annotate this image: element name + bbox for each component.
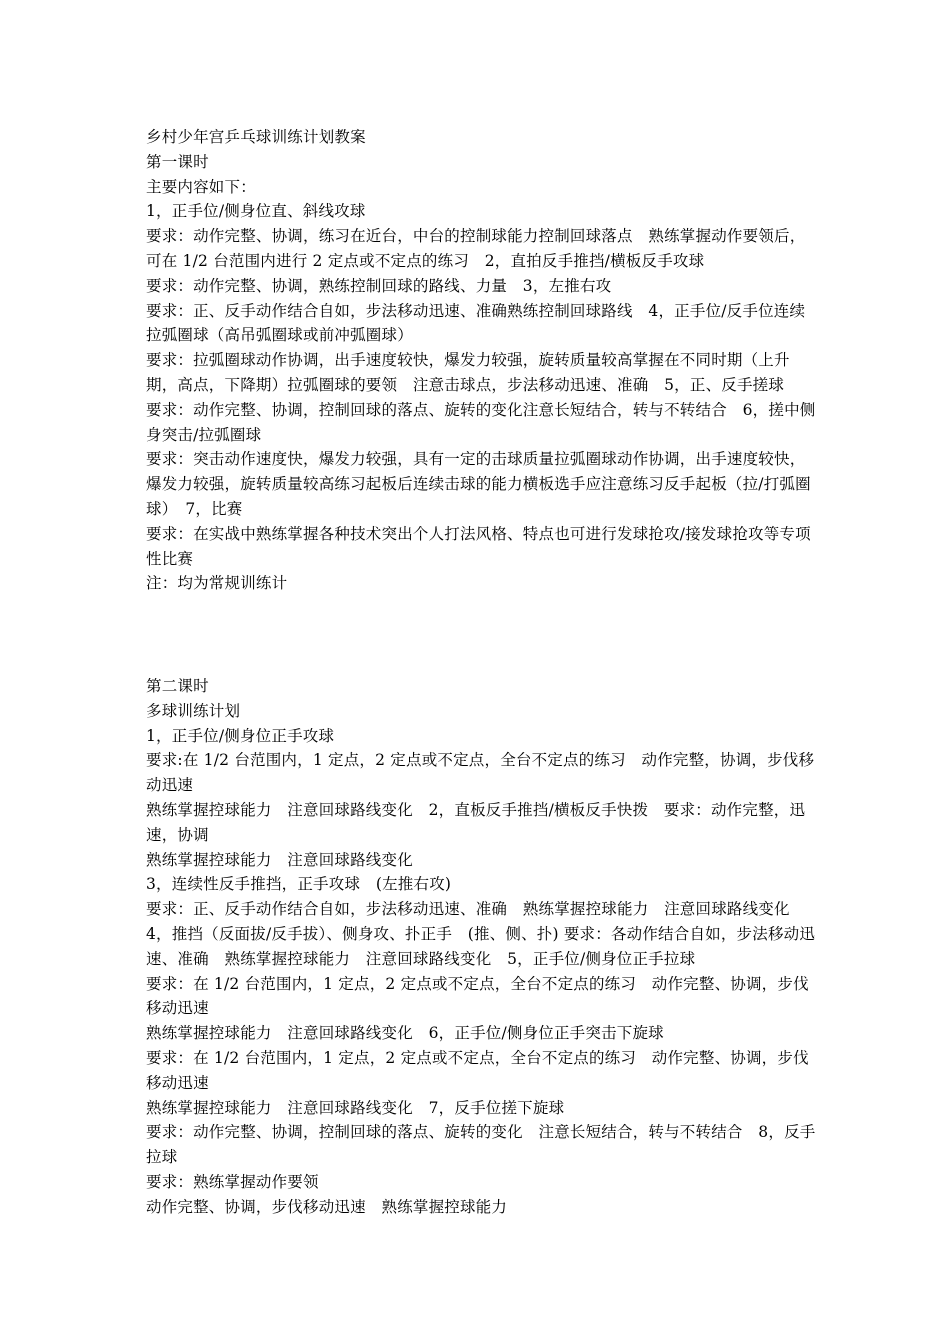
paragraph: 熟练掌握控球能力 注意回球路线变化 [146, 850, 413, 869]
paragraph: 要求：在 1/2 台范围内，1 定点，2 定点或不定点，全台不定点的练习 动作完整、协调，步伐移动迅速 [146, 974, 809, 1018]
paragraph: 要求：在 1/2 台范围内，1 定点，2 定点或不定点，全台不定点的练习 动作完整、协调，步伐移动迅速 [146, 1048, 809, 1092]
lesson-one-section [146, 125, 816, 596]
document-title: 乡村少年宫乒乓球训练计划教案 [146, 128, 366, 146]
paragraph: 要求：在实战中熟练掌握各种技术突出个人打法风格、特点也可进行发球抢攻/接发球抢攻等专项性比赛 [146, 524, 811, 568]
intro-text: 主要内容如下： [146, 177, 256, 196]
paragraph: 4，推挡（反面拔/反手拔）、侧身攻、扑正手 (推、侧、扑) 要求：各动作结合自如，步法移动迅速、准确 熟练掌握控球能力 注意回球路线变化 5，正手位/侧身位正手拉球 [146, 924, 816, 968]
paragraph: 要求：突击动作速度快，爆发力较强，具有一定的击球质量拉弧圈球动作协调，出手速度较快，爆发力较强，旋转质量较高练习起板后连续击球的能力横板选手应注意练习反手起板（拉/打弧圈球） 7，比赛 [146, 450, 811, 518]
paragraph: 要求：正、反手动作结合自如，步法移动迅速、准确熟练控制回球路线 4，正手位/反手位连续拉弧圈球（高吊弧圈球或前冲弧圈球） [146, 301, 806, 345]
paragraph: 要求:在 1/2 台范围内，1 定点，2 定点或不定点，全台不定点的练习 动作完整，协调，步伐移动迅速 [146, 751, 815, 795]
note-text: 注：均为常规训练计 [146, 574, 288, 593]
paragraph: 要求：动作完整、协调，练习在近台，中台的控制球能力控制回球落点 熟练掌握动作要领后，可在 1/2 台范围内进行 2 定点或不定点的练习 2，直拍反手推挡/横板反手攻球 [146, 227, 806, 270]
section-subtitle: 多球训练计划 [146, 701, 241, 720]
paragraph: 要求：拉弧圈球动作协调，出手速度较快，爆发力较强，旋转质量较高掌握在不同时期（上升期，高点，下降期）拉弧圈球的要领 注意击球点，步法移动迅速、准确 5，正、反手搓球 [146, 351, 790, 394]
paragraph: 1，正手位/侧身位正手攻球 [146, 726, 335, 745]
lesson-two-section [146, 674, 816, 1220]
paragraph: 要求：动作完整、协调，控制回球的落点、旋转的变化 注意长短结合，转与不转结合 8，反手拉球 [146, 1123, 816, 1167]
paragraph: 要求：动作完整、协调，熟练控制回球的路线、力量 3，左推右攻 [146, 276, 612, 295]
paragraph: 动作完整、协调，步伐移动迅速 熟练掌握控球能力 [146, 1197, 508, 1216]
paragraph: 熟练掌握控球能力 注意回球路线变化 7，反手位搓下旋球 [146, 1098, 565, 1117]
lesson-heading: 第一课时 [146, 152, 209, 171]
lesson-heading: 第二课时 [146, 677, 209, 695]
paragraph: 熟练掌握控球能力 注意回球路线变化 6，正手位/侧身位正手突击下旋球 [146, 1024, 664, 1043]
paragraph: 要求：动作完整、协调，控制回球的落点、旋转的变化注意长短结合，转与不转结合 6，搓中侧身突击/拉弧圈球 [146, 400, 816, 444]
paragraph: 1，正手位/侧身位直、斜线攻球 [146, 202, 366, 221]
paragraph: 要求：正、反手动作结合自如，步法移动迅速、准确 熟练掌握控球能力 注意回球路线变化 [146, 900, 790, 919]
paragraph: 要求：熟练掌握动作要领 [146, 1172, 319, 1191]
paragraph: 熟练掌握控球能力 注意回球路线变化 2，直板反手推挡/横板反手快拨 要求：动作完整，迅速，协调 [146, 800, 806, 844]
paragraph: 3，连续性反手推挡，正手攻球 (左推右攻) [146, 875, 452, 894]
